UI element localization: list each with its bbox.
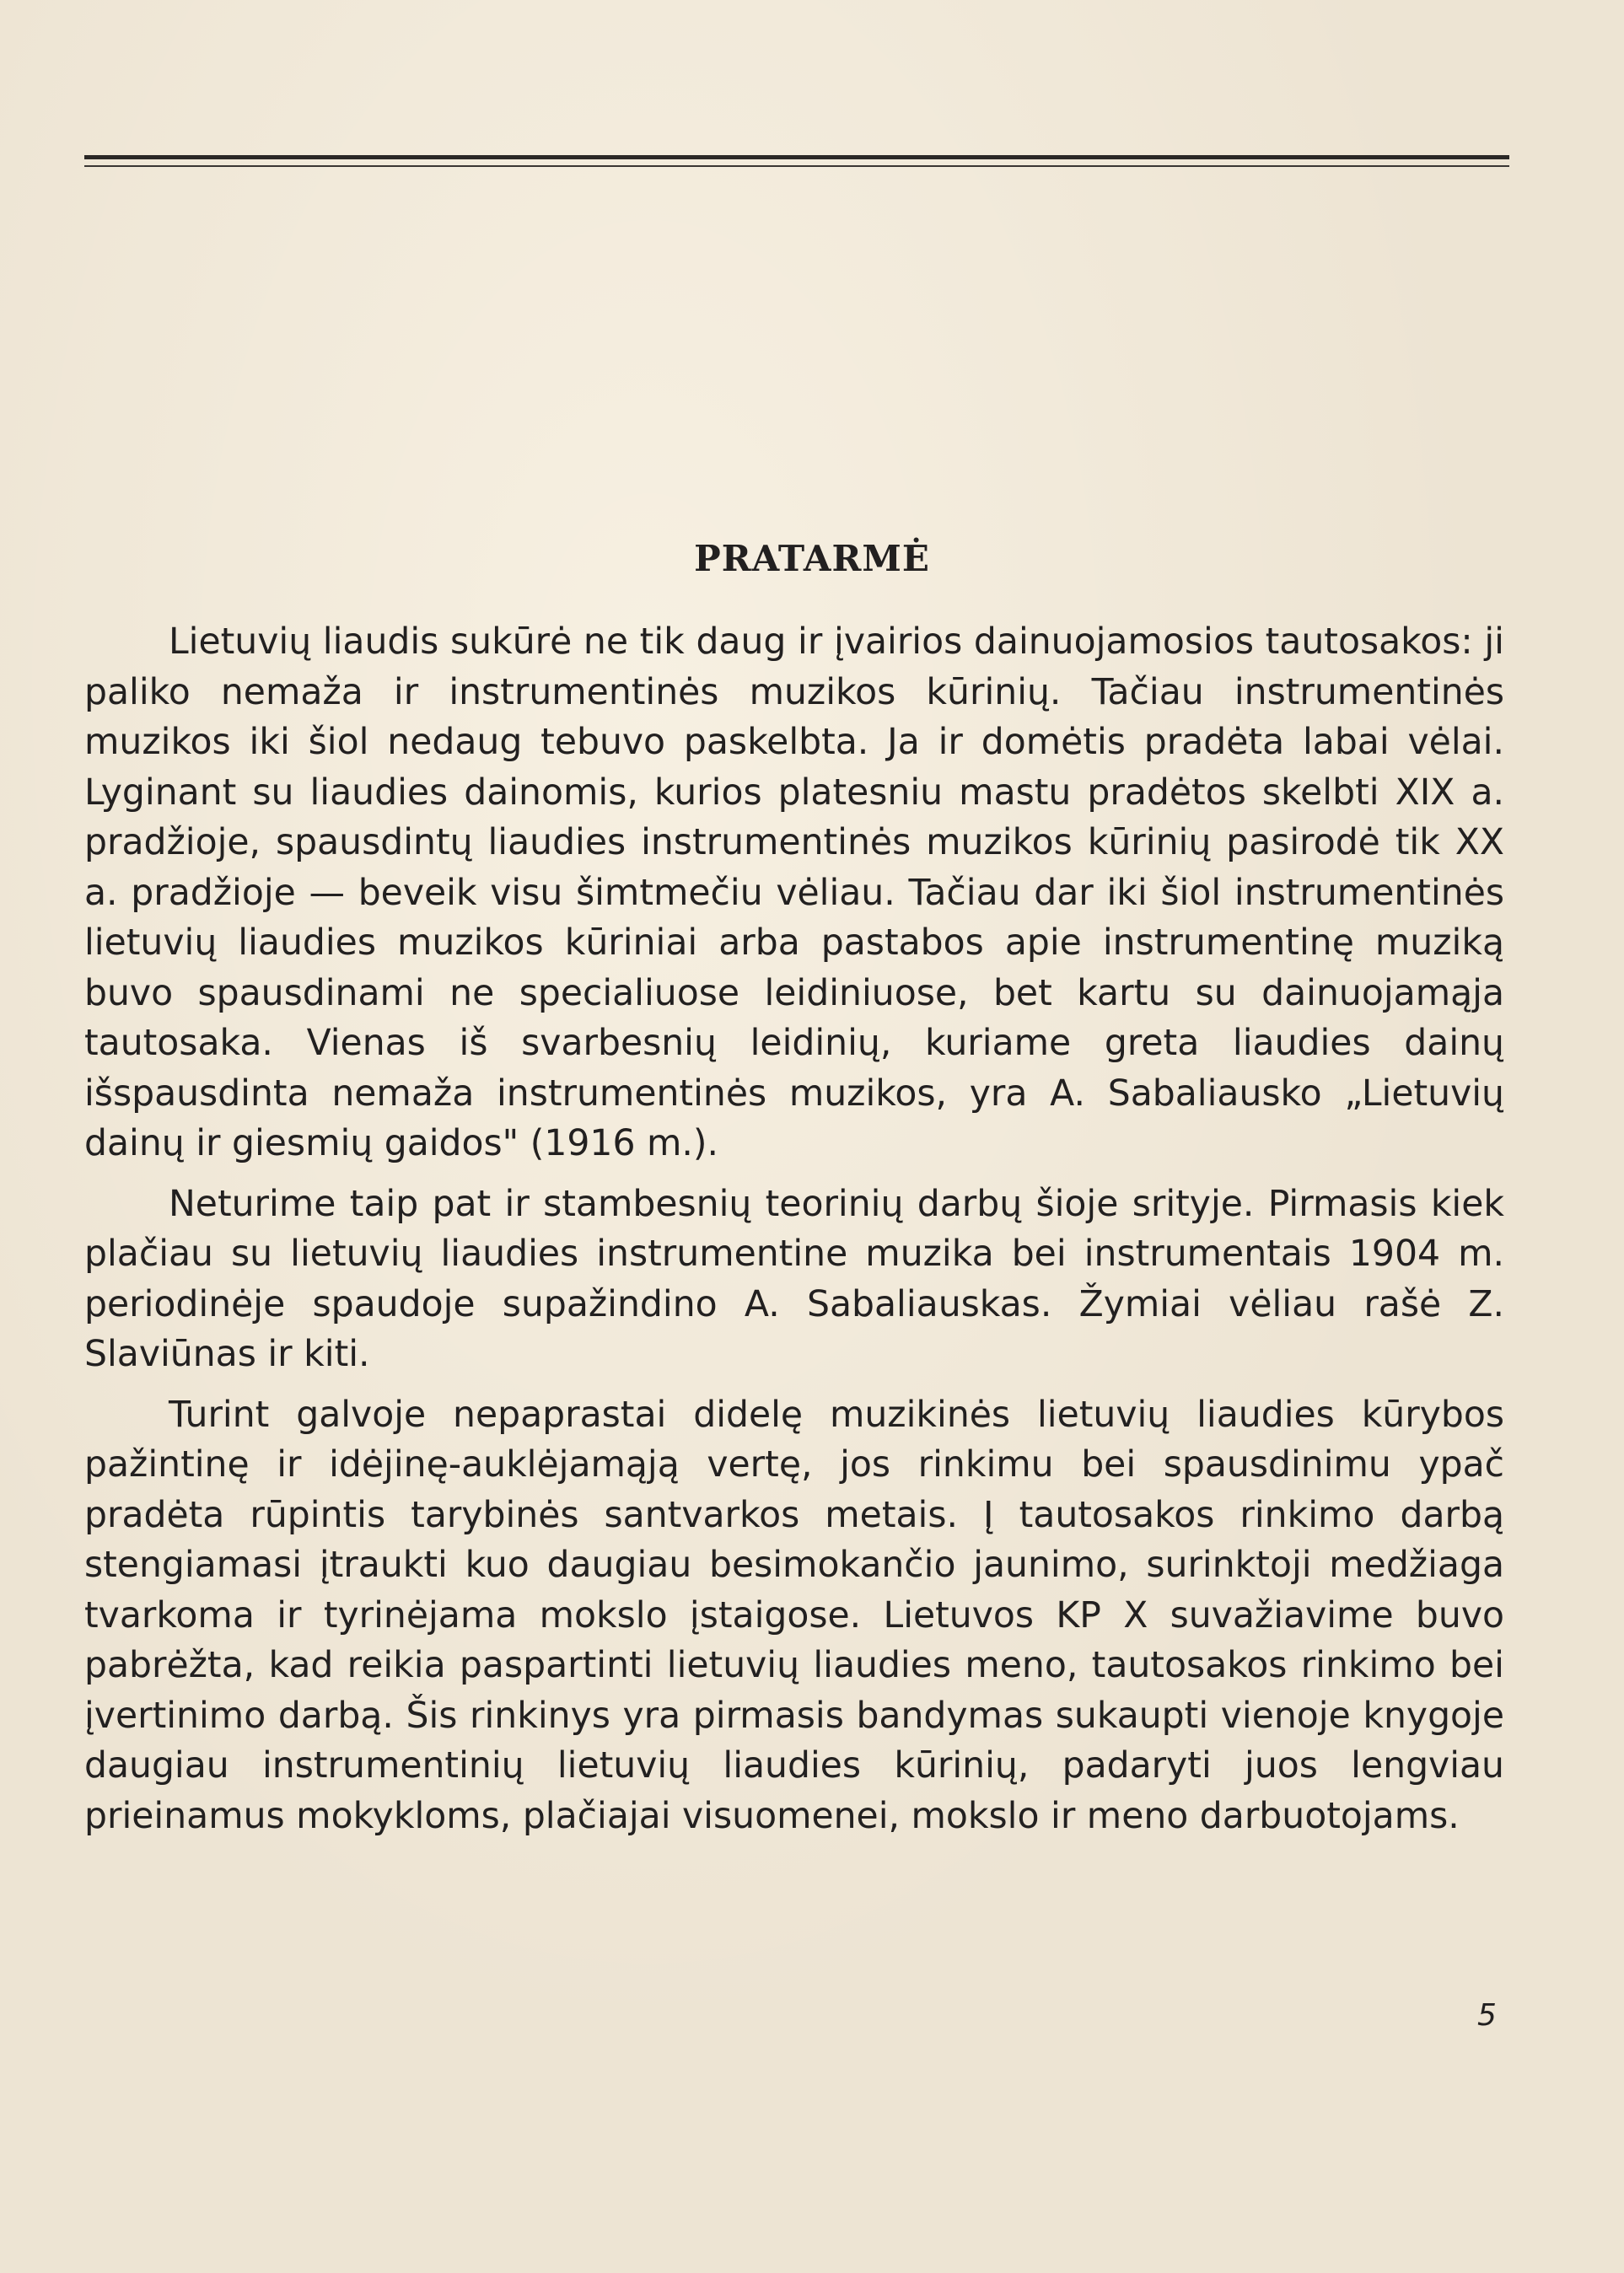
paragraph-1: Lietuvių liaudis sukūrė ne tik daug ir įvairios dainuojamosios tautosakos: ji paliko nemaža ir instrumentinės muzikos kūrinių. Tačiau instrumentinės muzikos iki šiol nedaug tebuvo paskelbta. Ja ir domėtis pradėta labai vėlai. Lyginant su liaudies dainomis, kurios platesniu mastu pradėtos skelbti XIX a. pradžioje, spausdintų liaudies instrumentinės muzikos kūrinių pasirodė tik XX a. pradžioje — beveik visu šimtmečiu vėliau. Tačiau dar iki šiol instrumentinės lietuvių liaudies muzikos kūriniai arba pastabos apie instrumentinę muziką buvo spausdinami ne specialiuose leidiniuose, bet kartu su dainuojamąja tautosaka. Vienas iš svarbesnių leidinių, kuriame greta liaudies dainų išspausdinta nemaža instrumentinės muzikos, yra A. Sabaliausko „Lietuvių dainų ir giesmių gaidos" (1916 m.). <box>84 621 1504 1164</box>
body-text <box>84 617 1504 1851</box>
header-rule-thin <box>84 165 1509 167</box>
page-title: PRATARMĖ <box>694 538 930 579</box>
page-number: 5 <box>1477 1998 1497 2033</box>
paragraph-2: Neturime taip pat ir stambesnių teorinių darbų šioje srityje. Pirmasis kiek plačiau su lietuvių liaudies instrumentine muzika bei instrumentais 1904 m. periodinėje spaudoje supažindino A. Sabaliauskas. Žymiai vėliau rašė Z. Slaviūnas ir kiti. <box>84 1183 1504 1375</box>
header-rule-thick <box>84 155 1509 159</box>
paragraph-3: Turint galvoje nepaprastai didelę muzikinės lietuvių liaudies kūrybos pažintinę ir idėjinę-auklėjamąją vertę, jos rinkimu bei spausdinimu ypač pradėta rūpintis tarybinės santvarkos metais. Į tautosakos rinkimo darbą stengiamasi įtraukti kuo daugiau besimokančio jaunimo, surinktoji medžiaga tvarkoma ir tyrinėjama mokslo įstaigose. Lietuvos KP X suvažiavime buvo pabrėžta, kad reikia paspartinti lietuvių liaudies meno, tautosakos rinkimo bei įvertinimo darbą. Šis rinkinys yra pirmasis bandymas sukaupti vienoje knygoje daugiau instrumentinių lietuvių liaudies kūrinių, padaryti juos lengviau prieinamus mokykloms, plačiajai visuomenei, mokslo ir meno darbuotojams. <box>84 1394 1504 1837</box>
